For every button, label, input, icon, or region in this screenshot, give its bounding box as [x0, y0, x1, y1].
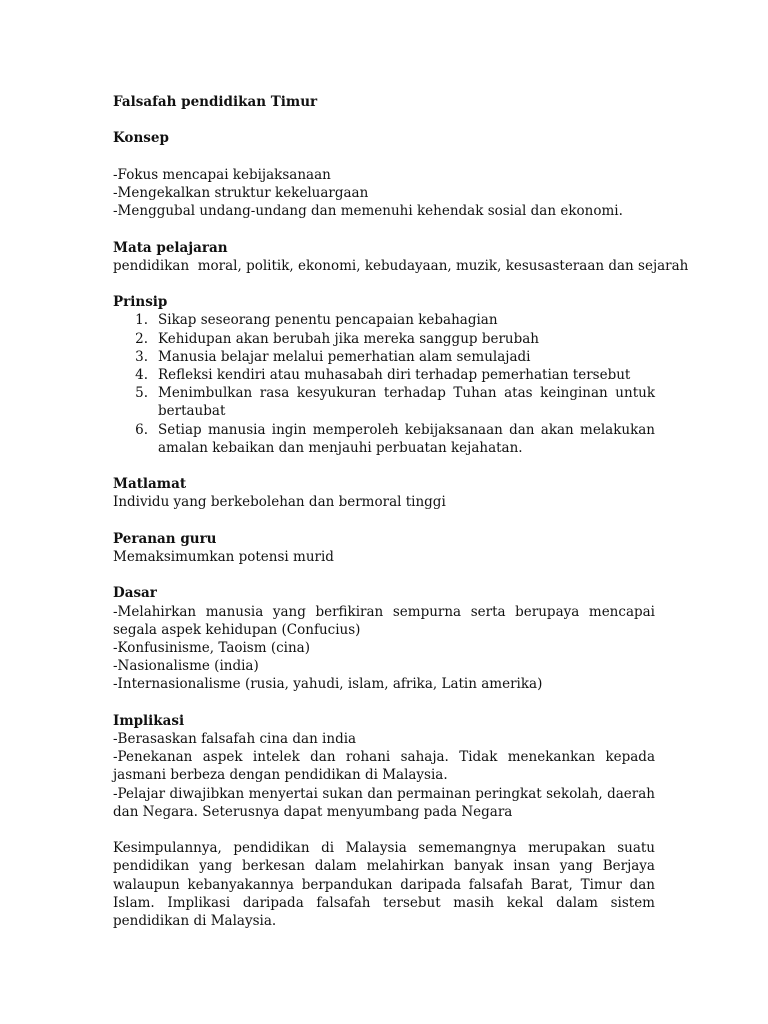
dasar-line: -Konfusinisme, Taoism (cina)	[113, 639, 310, 656]
conclusion-paragraph: Kesimpulannya, pendidikan di Malaysia sememangnya merupakan suatu pendidikan yang berkesan dalam melahirkan banyak insan yang Berjaya walaupun kebanyakannya berpandukan daripada falsafah Barat, Timur dan Islam. Implikasi daripada falsafah tersebut masih kekal dalam sistem pendidikan di Malaysia.	[113, 840, 655, 929]
document-body	[113, 93, 689, 930]
list-item-text: Menimbulkan rasa kesyukuran terhadap Tuhan atas keinginan untuk bertaubat	[158, 385, 655, 420]
section-prinsip	[113, 293, 655, 457]
heading-mata-pelajaran: Mata pelajaran	[113, 239, 228, 256]
section-peranan-guru	[113, 530, 655, 566]
matlamat-text: Individu yang berkebolehan dan bermoral tinggi	[113, 494, 446, 511]
heading-dasar: Dasar	[113, 585, 157, 602]
section-dasar	[113, 584, 655, 693]
heading-implikasi: Implikasi	[113, 712, 185, 729]
spacer	[113, 821, 655, 839]
spacer	[113, 275, 655, 293]
heading-peranan-guru: Peranan guru	[113, 530, 217, 547]
list-item-number: 2.	[135, 330, 148, 347]
list-item-text: Setiap manusia ingin memperoleh kebijaksanaan dan akan melakukan amalan kebaikan dan menjauhi perbuatan kejahatan.	[158, 421, 655, 456]
section-konsep	[113, 129, 655, 220]
list-item	[113, 366, 655, 384]
list-item-text: Sikap seseorang penentu pencapaian kebahagian	[158, 312, 498, 329]
list-item-text: Refleksi kendiri atau muhasabah diri terhadap pemerhatian tersebut	[158, 366, 631, 383]
peranan-guru-text: Memaksimumkan potensi murid	[113, 548, 334, 565]
section-implikasi	[113, 712, 655, 821]
section-matlamat	[113, 475, 655, 511]
implikasi-line: -Penekanan aspek intelek dan rohani sahaja. Tidak menekankan kepada jasmani berbeza dengan pendidikan di Malaysia.	[113, 749, 655, 784]
spacer	[113, 566, 655, 584]
konsep-line: -Mengekalkan struktur kekeluargaan	[113, 184, 369, 201]
list-item-number: 4.	[135, 366, 148, 383]
list-item	[113, 348, 655, 366]
list-item	[113, 421, 655, 457]
heading-konsep: Konsep	[113, 130, 169, 147]
implikasi-line: -Berasaskan falsafah cina dan india	[113, 730, 357, 747]
konsep-line: -Menggubal undang-undang dan memenuhi kehendak sosial dan ekonomi.	[113, 203, 623, 220]
list-item	[113, 384, 655, 420]
document-title: Falsafah pendidikan Timur	[113, 94, 318, 110]
heading-prinsip: Prinsip	[113, 294, 168, 311]
section-mata-pelajaran	[113, 239, 689, 275]
list-item	[113, 311, 655, 329]
mata-pelajaran-text: pendidikan moral, politik, ekonomi, kebudayaan, muzik, kesusasteraan dan sejarah	[113, 257, 689, 274]
list-item-number: 3.	[135, 348, 148, 365]
spacer	[113, 457, 655, 475]
konsep-line: -Fokus mencapai kebijaksanaan	[113, 166, 331, 183]
prinsip-list	[113, 311, 655, 457]
list-item-number: 6.	[135, 421, 148, 438]
dasar-line: -Nasionalisme (india)	[113, 658, 259, 675]
heading-matlamat: Matlamat	[113, 476, 187, 493]
spacer	[113, 111, 655, 129]
implikasi-line: -Pelajar diwajibkan menyertai sukan dan permainan peringkat sekolah, daerah dan Negara. Seterusnya dapat menyumbang pada Negara	[113, 785, 655, 820]
spacer	[113, 220, 655, 238]
list-item	[113, 330, 655, 348]
list-item-text: Manusia belajar melalui pemerhatian alam semulajadi	[158, 348, 531, 365]
list-item-number: 5.	[135, 385, 148, 402]
spacer	[113, 694, 655, 712]
list-item-number: 1.	[135, 312, 148, 329]
spacer	[113, 148, 655, 166]
dasar-line: -Melahirkan manusia yang berfikiran sempurna serta berupaya mencapai segala aspek kehidupan (Confucius)	[113, 603, 655, 638]
spacer	[113, 512, 655, 530]
list-item-text: Kehidupan akan berubah jika mereka sanggup berubah	[158, 330, 539, 347]
dasar-line: -Internasionalisme (rusia, yahudi, islam, afrika, Latin amerika)	[113, 676, 543, 693]
